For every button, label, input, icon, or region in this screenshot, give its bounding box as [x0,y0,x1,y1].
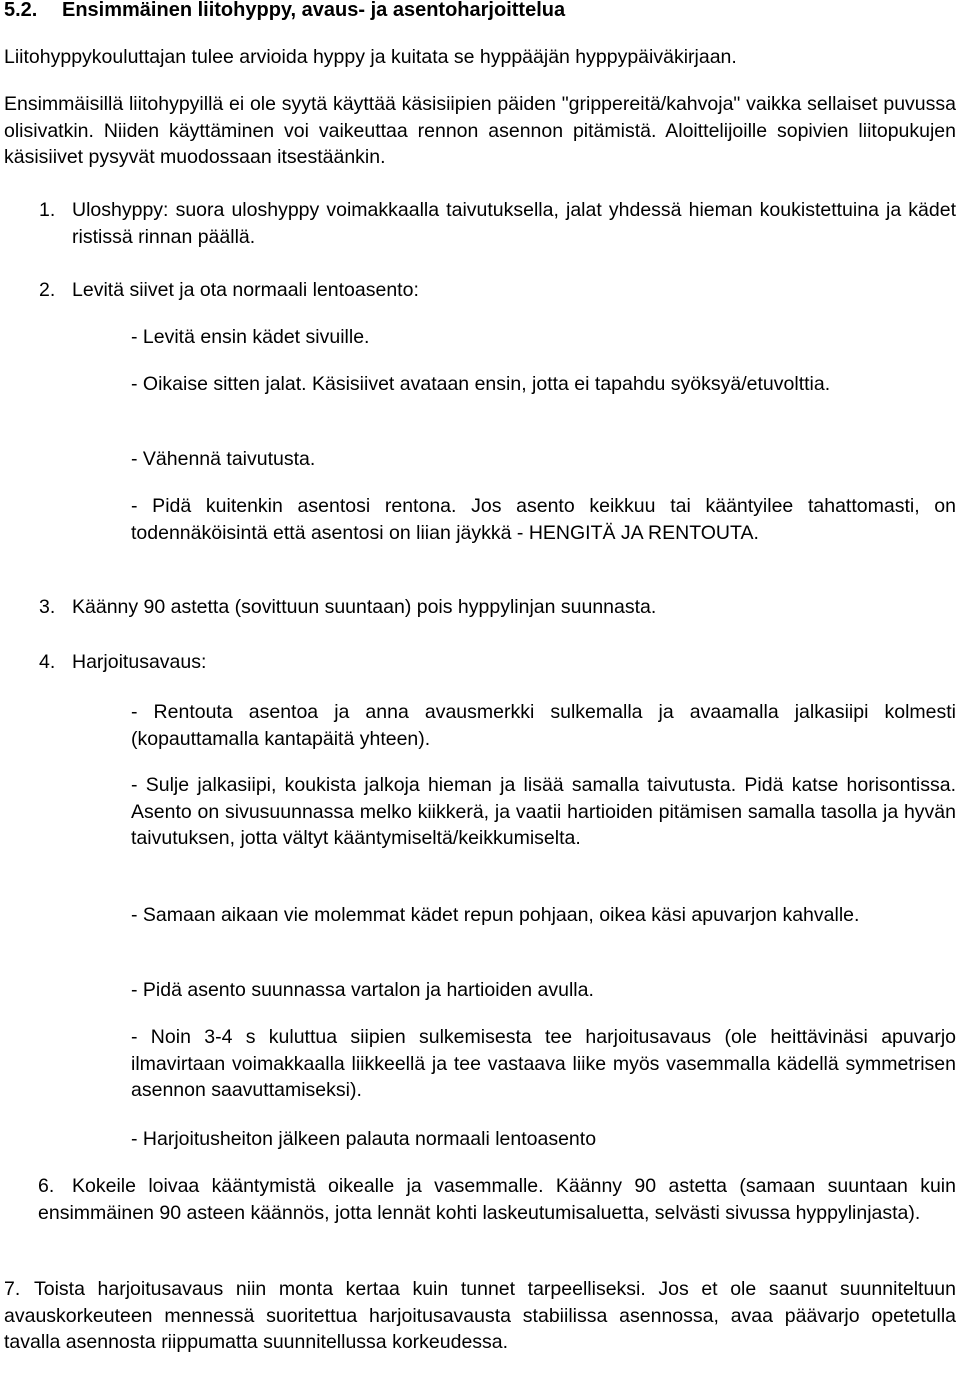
step-2-subitem: - Levitä ensin kädet sivuille. [131,326,370,348]
step-1-text: Uloshyppy: suora uloshyppy voimakkaalla taivutuksella, jalat yhdessä hieman koukistettuina ja kädet ristissä rinnan päällä. [72,199,956,248]
step-4-subitem: - Harjoitusheiton jälkeen palauta normaali lentoasento [131,1128,597,1150]
step-4-subitem: - Samaan aikaan vie molemmat kädet repun pohjaan, oikea käsi apuvarjon kahvalle. [131,904,860,926]
step-2-subitem: - Vähennä taivutusta. [131,448,316,470]
step-2-text: Levitä siivet ja ota normaali lentoasento: [72,279,419,301]
step-4-text: Harjoitusavaus: [72,651,207,673]
section-number: 5.2. [4,0,38,21]
section-heading [4,0,565,23]
step-6-number: 6. [38,1175,55,1197]
step-4-subitem: - Pidä asento suunnassa vartalon ja hartioiden avulla. [131,979,594,1001]
step-2-subitem: - Oikaise sitten jalat. Käsisiivet avataan ensin, jotta ei tapahdu syöksyä/etuvolttia. [131,373,831,395]
step-1-number: 1. [39,199,56,221]
step-6-text: Kokeile loivaa kääntymistä oikealle ja vasemmalle. Käänny 90 astetta (samaan suuntaan kuin ensimmäinen 90 asteen käännös, jotta lennät kohti laskeutumisaluetta, selvästi sivussa hyppylinjasta). [38,1175,956,1224]
step-2-subitem: - Pidä kuitenkin asentosi rentona. Jos asento keikkuu tai kääntyilee tahattomasti, on todennäköisintä että asentosi on liian jäykkä - HENGITÄ JA RENTOUTA. [131,495,956,544]
step-2-number: 2. [39,279,56,301]
section-title: Ensimmäinen liitohyppy, avaus- ja asentoharjoittelua [62,0,566,21]
step-4-number: 4. [39,651,56,673]
step-3-number: 3. [39,596,56,618]
step-7-number: 7. [4,1278,21,1300]
step-3-text: Käänny 90 astetta (sovittuun suuntaan) pois hyppylinjan suunnasta. [72,596,657,618]
step-4-subitem: - Sulje jalkasiipi, koukista jalkoja hieman ja lisää samalla taivutusta. Pidä katse horisontissa. Asento on sivusuunnassa melko kiikkerä, ja vaatii hartioiden pitämisen samalla tasolla ja hyvän taivutuksen, jotta vältyt kääntymiseltä/keikkumiselta. [131,774,956,849]
intro-paragraph-2: Ensimmäisillä liitohypyillä ei ole syytä käyttää käsisiipien päiden "grippereitä/kahvoja" vaikka sellaiset puvussa olisivatkin. Niiden käyttäminen voi vaikeuttaa rennon asennon pitämistä. Aloittelijoille sopivien liitopukujen käsisiivet pysyvät muodossaan itsestäänkin. [4,93,956,168]
step-7-text: Toista harjoitusavaus niin monta kertaa kuin tunnet tarpeelliseksi. Jos et ole saanut suunniteltuun avauskorkeuteen mennessä suoritettua harjoitusavausta stabiilissa asennossa, avaa päävarjo opetetulla tavalla asennosta riippumatta suunnitellussa korkeudessa. [4,1278,956,1353]
step-4-subitem: - Noin 3-4 s kuluttua siipien sulkemisesta tee harjoitusavaus (ole heittävinäsi apuvarjo ilmavirtaan voimakkaalla liikkeellä ja tee vastaava liike myös vasemmalla kädellä symmetrisen asennon saavuttamiseksi). [131,1026,956,1101]
intro-paragraph-1: Liitohyppykouluttajan tulee arvioida hyppy ja kuitata se hyppääjän hyppypäiväkirjaan. [4,46,737,68]
step-4-subitem: - Rentouta asentoa ja anna avausmerkki sulkemalla ja avaamalla jalkasiipi kolmesti (kopauttamalla kantapäitä yhteen). [131,701,956,750]
